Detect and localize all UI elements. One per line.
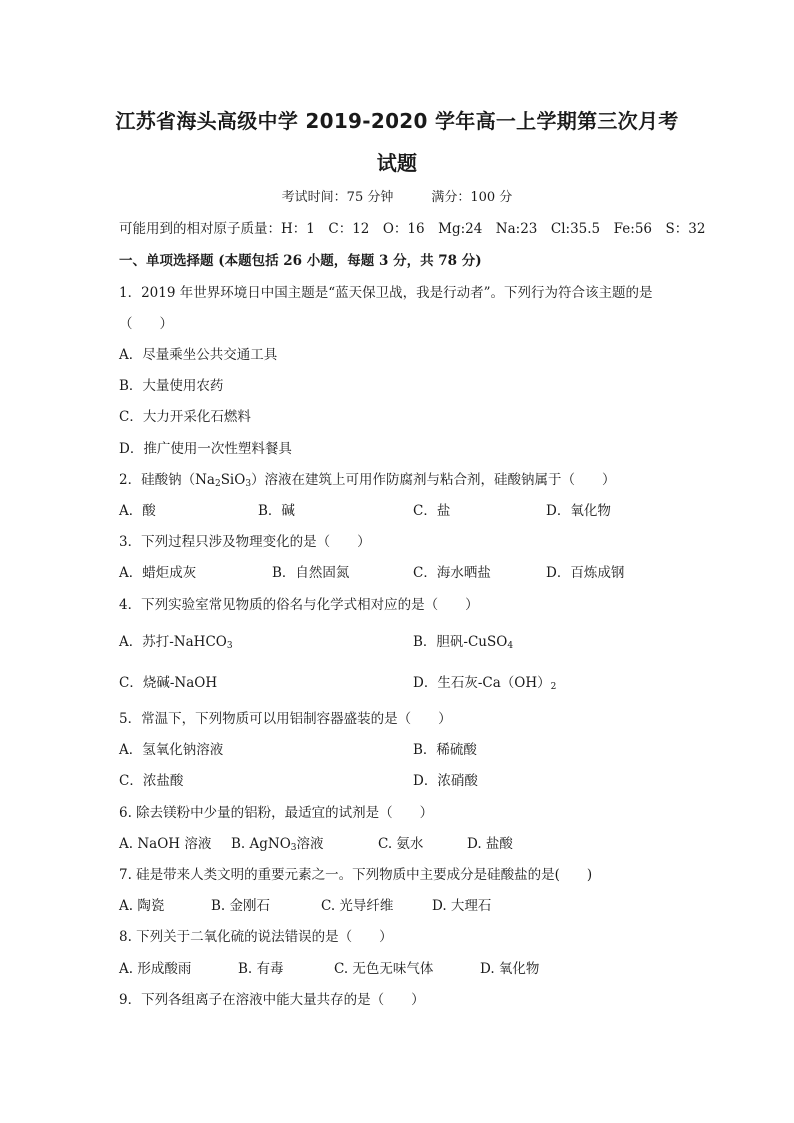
question-5-option-d: D．浓硝酸 bbox=[413, 773, 478, 789]
question-6-option-b bbox=[231, 832, 324, 853]
question-6-stem: 6. 除去镁粉中少量的铝粉，最适宜的试剂是（ ） bbox=[119, 805, 434, 821]
question-6-option-a: A. NaOH 溶液 bbox=[119, 836, 212, 852]
question-2-option-a: A．酸 bbox=[119, 503, 156, 519]
question-5-option-a: A．氢氧化钠溶液 bbox=[119, 742, 224, 758]
question-5-option-c: C．浓盐酸 bbox=[119, 773, 184, 789]
question-4-option-d-text: D．生石灰-Ca（OH） bbox=[413, 675, 551, 691]
question-4-option-b-text: B．胆矾-CuSO bbox=[413, 634, 508, 650]
question-3-option-d: D．百炼成钢 bbox=[546, 565, 625, 581]
question-2-option-c: C．盐 bbox=[413, 503, 451, 519]
question-6-option-b-post: 溶液 bbox=[296, 836, 324, 852]
atomic-masses: 可能用到的相对原子质量：H：1 C：12 O：16 Mg:24 Na:23 Cl:35.5 Fe:56 S：32 bbox=[119, 221, 706, 237]
question-3-option-a: A．蜡炬成灰 bbox=[119, 565, 197, 581]
exam-title-line1: 江苏省海头高级中学 2019-2020 学年高一上学期第三次月考 bbox=[115, 109, 679, 133]
question-8-option-d: D. 氧化物 bbox=[480, 961, 540, 977]
exam-time: 考试时间：75 分钟 bbox=[281, 190, 394, 205]
question-1-option-c: C．大力开采化石燃料 bbox=[119, 409, 251, 425]
exam-title-line2: 试题 bbox=[376, 151, 418, 175]
question-2-stem-post: ）溶液在建筑上可用作防腐剂与粘合剂，硅酸钠属于（ ） bbox=[251, 472, 616, 488]
question-4-option-c: C．烧碱-NaOH bbox=[119, 675, 218, 691]
question-2-stem bbox=[119, 468, 616, 489]
question-4-option-d bbox=[413, 671, 556, 692]
question-2-option-d: D．氧化物 bbox=[546, 503, 611, 519]
question-4-option-b-sub: 4 bbox=[507, 641, 514, 651]
question-2-stem-mid: SiO bbox=[220, 472, 246, 488]
question-8-option-c: C. 无色无味气体 bbox=[334, 961, 434, 977]
question-1-stem-cont: （ ） bbox=[119, 316, 173, 332]
question-2-sub2: 3 bbox=[245, 479, 252, 489]
question-5-stem: 5．常温下，下列物质可以用铝制容器盛装的是（ ） bbox=[119, 711, 452, 727]
question-6-option-d: D. 盐酸 bbox=[467, 836, 513, 852]
full-score: 满分：100 分 bbox=[431, 190, 513, 205]
question-4-option-a-text: A．苏打-NaHCO bbox=[119, 634, 227, 650]
question-7-option-d: D. 大理石 bbox=[432, 898, 492, 914]
question-2-option-b: B．碱 bbox=[258, 503, 295, 519]
question-9-stem: 9．下列各组离子在溶液中能大量共存的是（ ） bbox=[119, 992, 425, 1008]
question-3-option-b: B．自然固氮 bbox=[272, 565, 350, 581]
question-6-option-b-text: B. AgNO bbox=[231, 836, 291, 852]
question-2-stem-pre: 2．硅酸钠（Na bbox=[119, 472, 215, 488]
question-6-option-c: C. 氨水 bbox=[378, 836, 424, 852]
question-4-option-b bbox=[413, 630, 513, 651]
question-7-option-c: C. 光导纤维 bbox=[321, 898, 394, 914]
question-7-option-b: B. 金刚石 bbox=[211, 898, 271, 914]
question-8-option-b: B. 有毒 bbox=[238, 961, 284, 977]
question-4-option-a bbox=[119, 630, 233, 651]
question-1-option-a: A．尽量乘坐公共交通工具 bbox=[119, 347, 278, 363]
question-7-stem: 7. 硅是带来人类文明的重要元素之一。下列物质中主要成分是硅酸盐的是( ) bbox=[119, 867, 593, 883]
question-3-stem: 3．下列过程只涉及物理变化的是（ ） bbox=[119, 534, 371, 550]
question-8-stem: 8. 下列关于二氧化硫的说法错误的是（ ） bbox=[119, 929, 393, 945]
question-2-sub1: 2 bbox=[214, 479, 221, 489]
question-4-stem: 4．下列实验室常见物质的俗名与化学式相对应的是（ ） bbox=[119, 597, 479, 613]
question-8-option-a: A. 形成酸雨 bbox=[119, 961, 192, 977]
question-1-option-b: B．大量使用农药 bbox=[119, 378, 224, 394]
question-6-option-b-sub: 3 bbox=[290, 843, 297, 853]
question-5-option-b: B．稀硫酸 bbox=[413, 742, 477, 758]
exam-meta bbox=[0, 186, 794, 205]
question-7-option-a: A. 陶瓷 bbox=[119, 898, 165, 914]
question-1-stem: 1．2019 年世界环境日中国主题是“蓝天保卫战，我是行动者”。下列行为符合该主题的是 bbox=[119, 285, 653, 301]
question-3-option-c: C．海水晒盐 bbox=[413, 565, 491, 581]
question-4-option-a-sub: 3 bbox=[226, 641, 233, 651]
question-4-option-d-sub: 2 bbox=[550, 682, 557, 692]
section-heading: 一、单项选择题 (本题包括 26 小题，每题 3 分，共 78 分) bbox=[119, 253, 482, 269]
question-1-option-d: D．推广使用一次性塑料餐具 bbox=[119, 441, 292, 457]
